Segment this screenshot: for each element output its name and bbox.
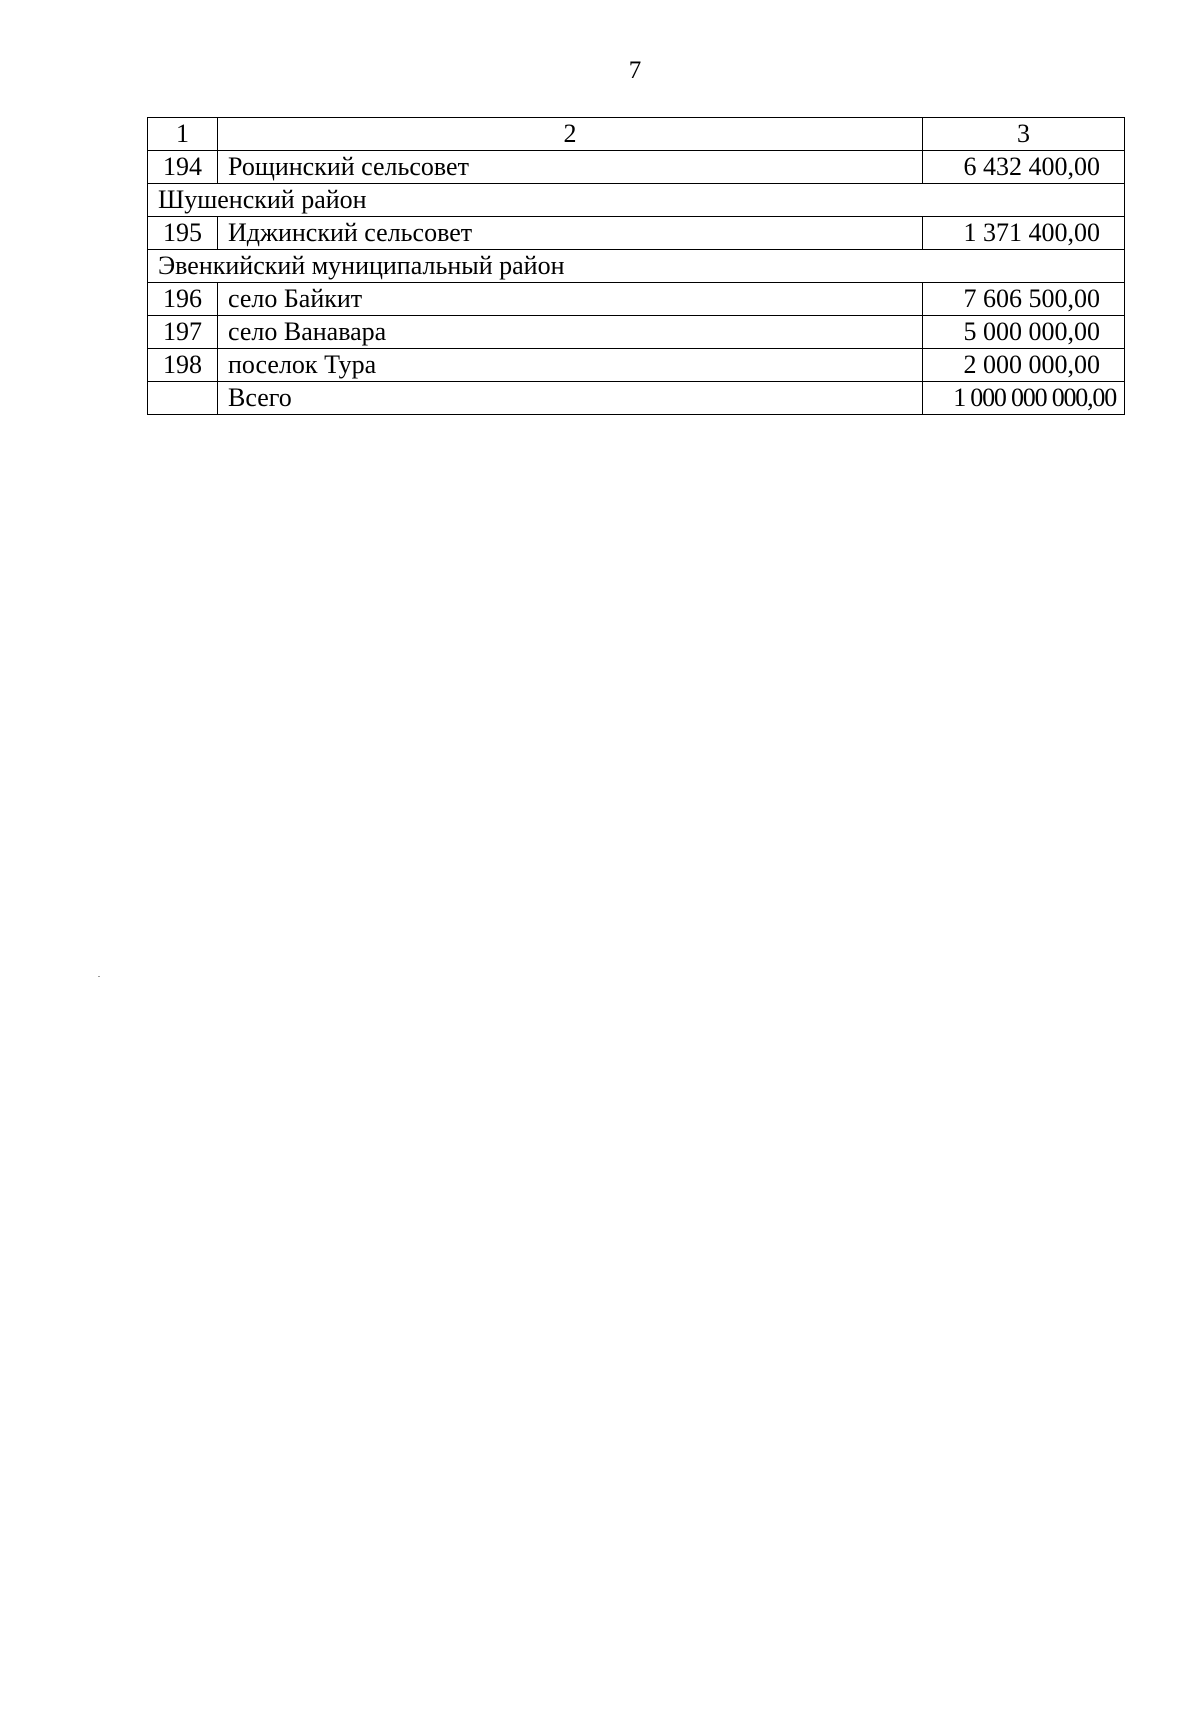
header-col-2: 2 — [218, 118, 923, 151]
group-name: Эвенкийский муниципальный район — [148, 250, 1125, 283]
table-row — [148, 217, 1125, 250]
scan-speck — [98, 976, 100, 977]
total-label: Всего — [218, 382, 923, 415]
total-row — [148, 382, 1125, 415]
row-name: Рощинский сельсовет — [218, 151, 923, 184]
group-row — [148, 184, 1125, 217]
table-row — [148, 283, 1125, 316]
table-row — [148, 349, 1125, 382]
group-row — [148, 250, 1125, 283]
row-amount: 5 000 000,00 — [923, 316, 1125, 349]
row-amount: 1 371 400,00 — [923, 217, 1125, 250]
row-name: Иджинский сельсовет — [218, 217, 923, 250]
table-row — [148, 151, 1125, 184]
table-header-row — [148, 118, 1125, 151]
row-amount: 7 606 500,00 — [923, 283, 1125, 316]
row-amount: 6 432 400,00 — [923, 151, 1125, 184]
row-number: 196 — [148, 283, 218, 316]
row-number: 194 — [148, 151, 218, 184]
allocation-table — [147, 117, 1125, 415]
row-name: село Байкит — [218, 283, 923, 316]
group-name: Шушенский район — [148, 184, 1125, 217]
header-col-1: 1 — [148, 118, 218, 151]
row-name: село Ванавара — [218, 316, 923, 349]
total-amount: 1 000 000 000,00 — [923, 382, 1125, 415]
row-number: 197 — [148, 316, 218, 349]
page-number: 7 — [628, 57, 642, 84]
row-number — [148, 382, 218, 415]
row-name: поселок Тура — [218, 349, 923, 382]
row-number: 195 — [148, 217, 218, 250]
row-amount: 2 000 000,00 — [923, 349, 1125, 382]
row-number: 198 — [148, 349, 218, 382]
table-row — [148, 316, 1125, 349]
header-col-3: 3 — [923, 118, 1125, 151]
